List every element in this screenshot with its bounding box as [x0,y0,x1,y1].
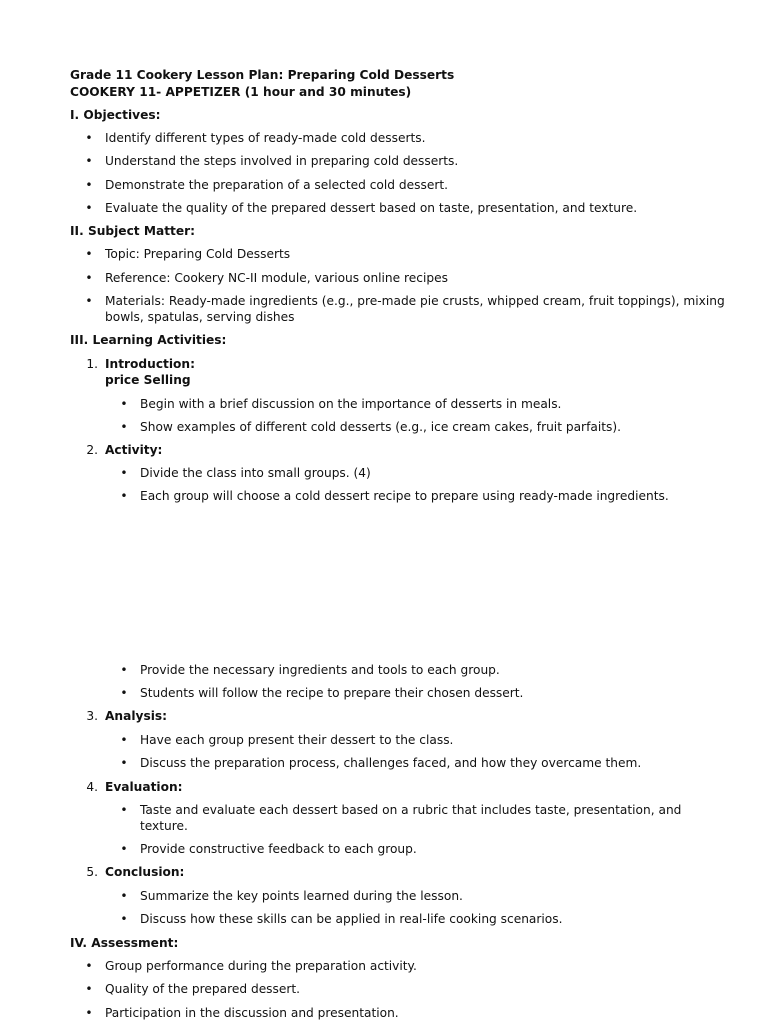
bullet: • [85,1006,93,1020]
subject-item: Topic: Preparing Cold Desserts [105,247,291,261]
step-number: 2. [86,443,98,457]
bullet: • [85,294,93,308]
objective-item: Identify different types of ready-made cold desserts. [105,131,426,145]
step-title-conclusion: Conclusion: [105,865,185,879]
step-item: Begin with a brief discussion on the importance of desserts in meals. [140,397,562,411]
bullet: • [120,842,128,856]
activities-heading: III. Learning Activities: [70,333,227,347]
step-subtitle: price Selling [105,373,191,387]
bullet: • [120,420,128,434]
bullet: • [85,131,93,145]
assessment-heading: IV. Assessment: [70,936,179,950]
bullet: • [85,247,93,261]
bullet: • [120,663,128,677]
objective-item: Understand the steps involved in preparing cold desserts. [105,154,459,168]
objective-item: Evaluate the quality of the prepared dessert based on taste, presentation, and texture. [105,201,638,215]
assessment-item: Quality of the prepared dessert. [105,982,301,996]
objectives-heading: I. Objectives: [70,108,161,122]
step-number: 3. [86,709,98,723]
subject-item: Reference: Cookery NC-II module, various online recipes [105,271,448,285]
bullet: • [120,733,128,747]
bullet: • [120,803,128,817]
bullet: • [85,271,93,285]
step-title-evaluation: Evaluation: [105,780,183,794]
step-title-activity: Activity: [105,443,163,457]
bullet: • [120,889,128,903]
subject-item: Materials: Ready-made ingredients (e.g., pre-made pie crusts, whipped cream, fruit toppings), mixing [105,294,725,308]
bullet: • [120,686,128,700]
step-item: Have each group present their dessert to the class. [140,733,454,747]
step-item: Show examples of different cold desserts (e.g., ice cream cakes, fruit parfaits). [140,420,621,434]
subject-item-continuation: bowls, spatulas, serving dishes [105,310,295,324]
bullet: • [85,201,93,215]
bullet: • [120,489,128,503]
bullet: • [85,178,93,192]
bullet: • [85,982,93,996]
step-item: Summarize the key points learned during the lesson. [140,889,463,903]
step-number: 5. [86,865,98,879]
step-item: Discuss the preparation process, challenges faced, and how they overcame them. [140,756,642,770]
step-item: Taste and evaluate each dessert based on a rubric that includes taste, presentation, and [140,803,682,817]
step-title-introduction: Introduction: [105,357,195,371]
step-item: Students will follow the recipe to prepare their chosen dessert. [140,686,524,700]
page-title: Grade 11 Cookery Lesson Plan: Preparing Cold Desserts [70,68,455,82]
step-number: 4. [86,780,98,794]
assessment-item: Group performance during the preparation activity. [105,959,417,973]
objective-item: Demonstrate the preparation of a selected cold dessert. [105,178,448,192]
bullet: • [120,912,128,926]
bullet: • [85,154,93,168]
step-item-continuation: texture. [140,819,188,833]
step-item: Provide the necessary ingredients and tools to each group. [140,663,500,677]
bullet: • [120,466,128,480]
step-item: Divide the class into small groups. (4) [140,466,371,480]
bullet: • [85,959,93,973]
bullet: • [120,756,128,770]
step-item: Each group will choose a cold dessert recipe to prepare using ready-made ingredients. [140,489,669,503]
step-title-analysis: Analysis: [105,709,168,723]
subject-heading: II. Subject Matter: [70,224,196,238]
page-subtitle: COOKERY 11- APPETIZER (1 hour and 30 minutes) [70,85,412,99]
assessment-item: Participation in the discussion and presentation. [105,1006,399,1020]
bullet: • [120,397,128,411]
step-item: Provide constructive feedback to each group. [140,842,417,856]
step-item: Discuss how these skills can be applied in real-life cooking scenarios. [140,912,563,926]
step-number: 1. [86,357,98,371]
